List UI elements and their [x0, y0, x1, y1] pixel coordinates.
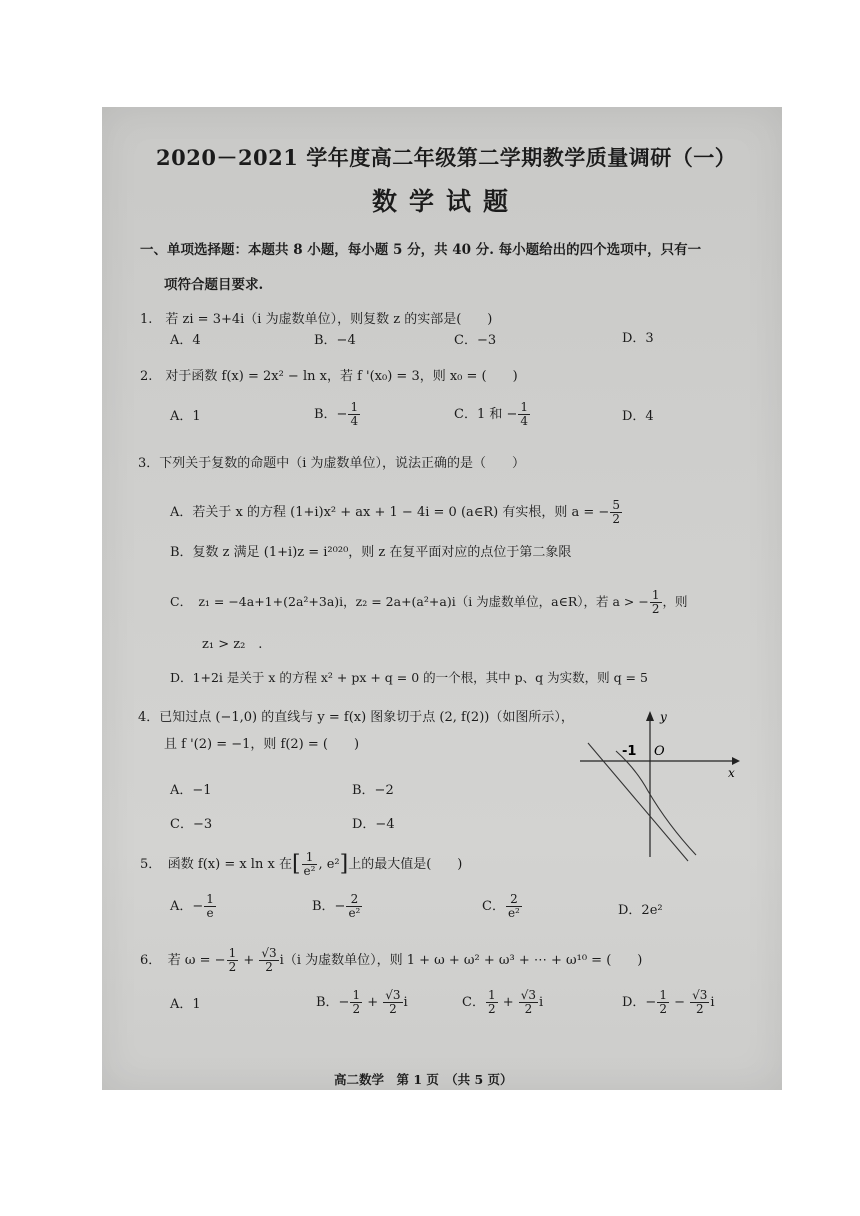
q3-option-a: A．若关于 x 的方程 (1+i)x² + ax + 1 − 4i = 0 (a∈R) 有实根，则 a = − $\frac{5}{2}$	[170, 498, 620, 526]
q3-option-c: C． z₁ = −4a+1+(2a²+3a)i，z₂ = 2a+(a²+a)i（i 为虚数单位，a∈R），若 a > − $\frac{1}{2}$ ，则	[170, 588, 688, 616]
q5-option-d: D．2e²	[618, 903, 663, 918]
q3-option-d: D．1+2i 是关于 x 的方程 x² + px + q = 0 的一个根，其中 p、q 为实数，则 q = 5	[170, 670, 648, 685]
q1-option-b: B．−4	[314, 333, 356, 348]
q4-option-c: C．−3	[170, 817, 213, 832]
fraction: $\frac{1}{2}$	[352, 988, 361, 1016]
question-5-stem: 5． 函数 f(x) = x ln x 在[ $\frac{1}{\text{e²}}$ , e²]上的最大值是( )	[140, 850, 463, 878]
y-axis-label: y	[660, 710, 667, 724]
q6-option-d: D．− $\frac{1}{2}$ − $\frac{√3}{2}$ i	[622, 988, 715, 1016]
page-footer: 高二数学 第 1 页 （共 5 页）	[334, 1072, 513, 1087]
section-heading: 一、单项选择题：本题共 8 小题，每小题 5 分，共 40 分. 每小题给出的四个选项中，只有一	[140, 242, 702, 258]
fraction: $\frac{√3}{2}$	[692, 988, 708, 1016]
fraction: $\frac{2}{\text{e²}}$	[348, 892, 361, 920]
bracket-right: ]	[339, 851, 349, 877]
question-4-stem: 4．已知过点 (−1,0) 的直线与 y = f(x) 图象切于点 (2, f(2))（如图所示），	[138, 710, 574, 725]
q1-option-d: D．3	[622, 331, 654, 346]
q2-option-d: D．4	[622, 409, 654, 424]
q4-option-a: A．−1	[170, 783, 212, 798]
fraction: $\frac{1}{e}$	[206, 892, 214, 920]
fraction: $\frac{1}{2}$	[228, 946, 237, 974]
q2-option-a: A．1	[170, 409, 201, 424]
q4-option-b: B．−2	[352, 783, 394, 798]
y-axis-arrow-icon	[646, 711, 654, 721]
fraction: $\frac{1}{2}$	[659, 988, 667, 1016]
x-axis-label: x	[728, 766, 735, 780]
q5-option-a: A．− $\frac{1}{e}$	[170, 892, 214, 920]
q3-option-b: B．复数 z 满足 (1+i)z = i²⁰²⁰，则 z 在复平面对应的点位于第二象限	[170, 545, 572, 560]
q1-option-a: A．4	[170, 333, 201, 348]
q6-option-b: B．− $\frac{1}{2}$ + $\frac{√3}{2}$ i	[316, 988, 408, 1016]
fraction: $\frac{2}{\text{e²}}$	[507, 892, 520, 920]
bracket-left: [	[291, 851, 301, 877]
tick-label: -1	[622, 744, 637, 759]
fraction: $\frac{1}{2}$	[487, 988, 496, 1016]
q6-option-a: A．1	[170, 997, 201, 1012]
question-6-stem: 6． 若 ω = − $\frac{1}{2}$ + $\frac{√3}{2}$ i（i 为虚数单位），则 1 + ω + ω² + ω³ + ⋯ + ω¹⁰ = ( )	[140, 946, 643, 974]
question-4-stem-cont: 且 f '(2) = −1，则 f(2) = ( )	[164, 737, 360, 752]
q5-option-c: C． $\frac{2}{\text{e²}}$	[482, 892, 520, 920]
exam-title: 2020－2021 学年度高二年级第二学期教学质量调研（一）	[156, 145, 737, 170]
exam-page	[102, 107, 782, 1090]
question-1-stem: 1. 若 zi = 3+4i（i 为虚数单位），则复数 z 的实部是( )	[140, 312, 493, 327]
section-heading-cont: 项符合题目要求.	[164, 277, 264, 293]
q6-option-c: C． $\frac{1}{2}$ + $\frac{√3}{2}$ i	[462, 988, 544, 1016]
q1-option-c: C．−3	[454, 333, 497, 348]
fraction: $\frac{1}{2}$	[651, 588, 660, 616]
q3-option-c-cont: z₁ > z₂ .	[202, 637, 263, 652]
fraction: $\frac{5}{2}$	[612, 498, 620, 526]
question-3-stem: 3．下列关于复数的命题中（i 为虚数单位），说法正确的是（ ）	[138, 456, 526, 471]
origin-label: O	[654, 744, 665, 759]
q2-option-b: B．− $\frac{1}{4}$	[314, 400, 359, 428]
x-axis-arrow-icon	[732, 757, 740, 765]
fraction: $\frac{√3}{2}$	[520, 988, 537, 1016]
fraction: $\frac{√3}{2}$	[261, 946, 277, 974]
function-curve	[616, 751, 696, 855]
exam-subtitle: 数学试题	[372, 187, 521, 216]
fraction: $\frac{1}{\text{e²}}$	[303, 850, 316, 878]
q2-option-c: C．1 和 − $\frac{1}{4}$	[454, 400, 529, 428]
q5-option-b: B．− $\frac{2}{\text{e²}}$	[312, 892, 361, 920]
fraction: $\frac{1}{4}$	[350, 400, 359, 428]
question-2-stem: 2. 对于函数 f(x) = 2x² − ln x，若 f '(x₀) = 3，则 x₀ = ( )	[140, 369, 518, 384]
q4-option-d: D．−4	[352, 817, 395, 832]
fraction: $\frac{√3}{2}$	[385, 988, 401, 1016]
tangent-graph	[576, 707, 746, 867]
fraction: $\frac{1}{4}$	[520, 400, 529, 428]
